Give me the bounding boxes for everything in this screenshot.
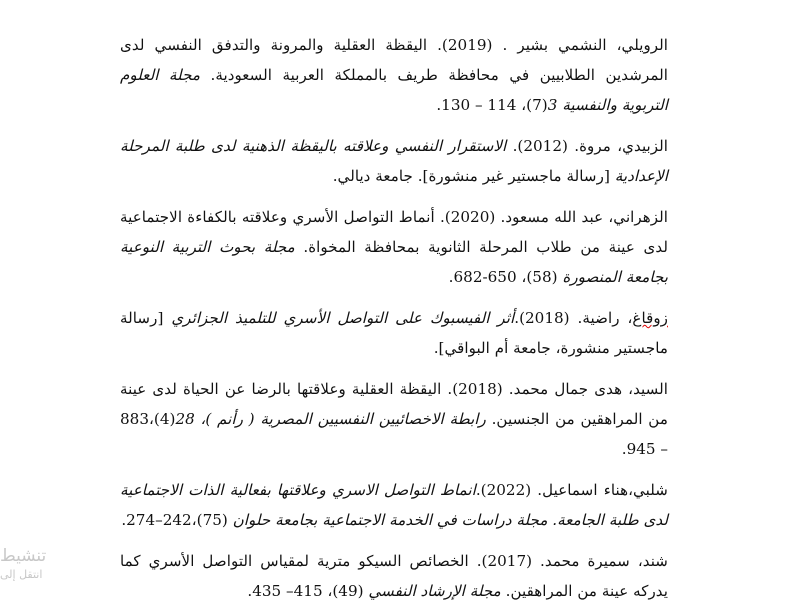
reference-year: (2012). — [512, 137, 568, 155]
reference-title: أثر الفيسبوك على التواصل الأسري للتلميذ الجزائري — [171, 309, 515, 327]
reference-entry — [120, 131, 668, 191]
reference-journal: مجلة دراسات في الخدمة الاجتماعية بجامعة حلوان — [232, 511, 548, 529]
reference-entry — [120, 202, 668, 292]
reference-year: (2019). — [437, 36, 493, 54]
reference-pages: (49)، 415– 435. — [247, 582, 364, 600]
reference-entry — [120, 303, 668, 363]
reference-entry — [120, 475, 668, 535]
reference-pages: (7)، 114 – 130. — [436, 96, 548, 114]
watermark-line-2: انتقل إلى — [0, 568, 43, 581]
reference-pages: (75)،242–274. — [121, 511, 228, 529]
reference-author-misspelled: زوقاغ — [632, 309, 669, 327]
reference-pages: (58)، 650-682. — [448, 268, 558, 286]
reference-author: الزهراني، عبد الله مسعود. — [500, 208, 668, 226]
reference-title: اليقظة العقلية والمرونة والتدفق النفسي لدى المرشدين الطلابيين في محافظة طريف بالمملكة العربية السعودية. — [120, 36, 668, 84]
reference-journal: رابطة الاخصائيين النفسيين المصرية ( رأنم )، — [200, 410, 486, 428]
reference-author: ، راضية. — [577, 309, 633, 327]
reference-pages: (4)،883 – 945. — [120, 410, 668, 458]
reference-year: (2017). — [476, 552, 533, 570]
reference-source: [رسالة ماجستير منشورة، جامعة أم البواقي]. — [120, 309, 668, 357]
reference-title: اليقظة العقلية وعلاقتها بالرضا عن الحياة لدى عينة من المراهقين من الجنسين. — [120, 380, 668, 428]
reference-author: السيد، هدى جمال محمد. — [508, 380, 669, 398]
reference-author: شند، سميرة محمد. — [540, 552, 668, 570]
reference-year: (2018). — [447, 380, 503, 398]
reference-year: (2022). — [475, 481, 532, 499]
reference-journal: مجلة العلوم التربوية والنفسية — [120, 66, 668, 114]
reference-list — [120, 30, 668, 600]
reference-title: انماط التواصل الاسري وعلاقتها بفعالية الذات الاجتماعية لدى طلبة الجامعة. — [120, 481, 668, 529]
reference-author: شلبي،هناء اسماعيل. — [537, 481, 668, 499]
reference-entry — [120, 30, 668, 120]
reference-year: (2020). — [439, 208, 496, 226]
reference-author: الرويلي، النشمي بشير . — [502, 36, 669, 54]
reference-entry — [120, 546, 668, 600]
activation-watermark — [0, 545, 60, 583]
reference-source: [رسالة ماجستير غير منشورة]. جامعة ديالي. — [332, 167, 610, 185]
reference-title: الاستقرار النفسي وعلاقته باليقظة الذهنية لدى طلبة المرحلة الإعدادية — [120, 137, 668, 185]
reference-volume: 28 — [175, 410, 195, 428]
reference-title: أنماط التواصل الأسري وعلاقته بالكفاءة الاجتماعية لدى عينة من طلاب المرحلة الثانوية بمحافظة المخواة. — [120, 208, 669, 256]
reference-journal: مجلة بحوث التربية النوعية بجامعة المنصورة — [120, 238, 668, 286]
reference-journal: مجلة الإرشاد النفسي — [368, 582, 501, 600]
watermark-line-1: تنشيط — [0, 546, 47, 566]
reference-year: (2018). — [514, 309, 570, 327]
reference-author: الزبيدي، مروة. — [574, 137, 669, 155]
reference-title: الخصائص السيكو مترية لمقياس التواصل الأسري كما يدركه عينة من المراهقين. — [120, 552, 668, 600]
reference-entry — [120, 374, 668, 464]
reference-volume: 3 — [547, 96, 558, 114]
